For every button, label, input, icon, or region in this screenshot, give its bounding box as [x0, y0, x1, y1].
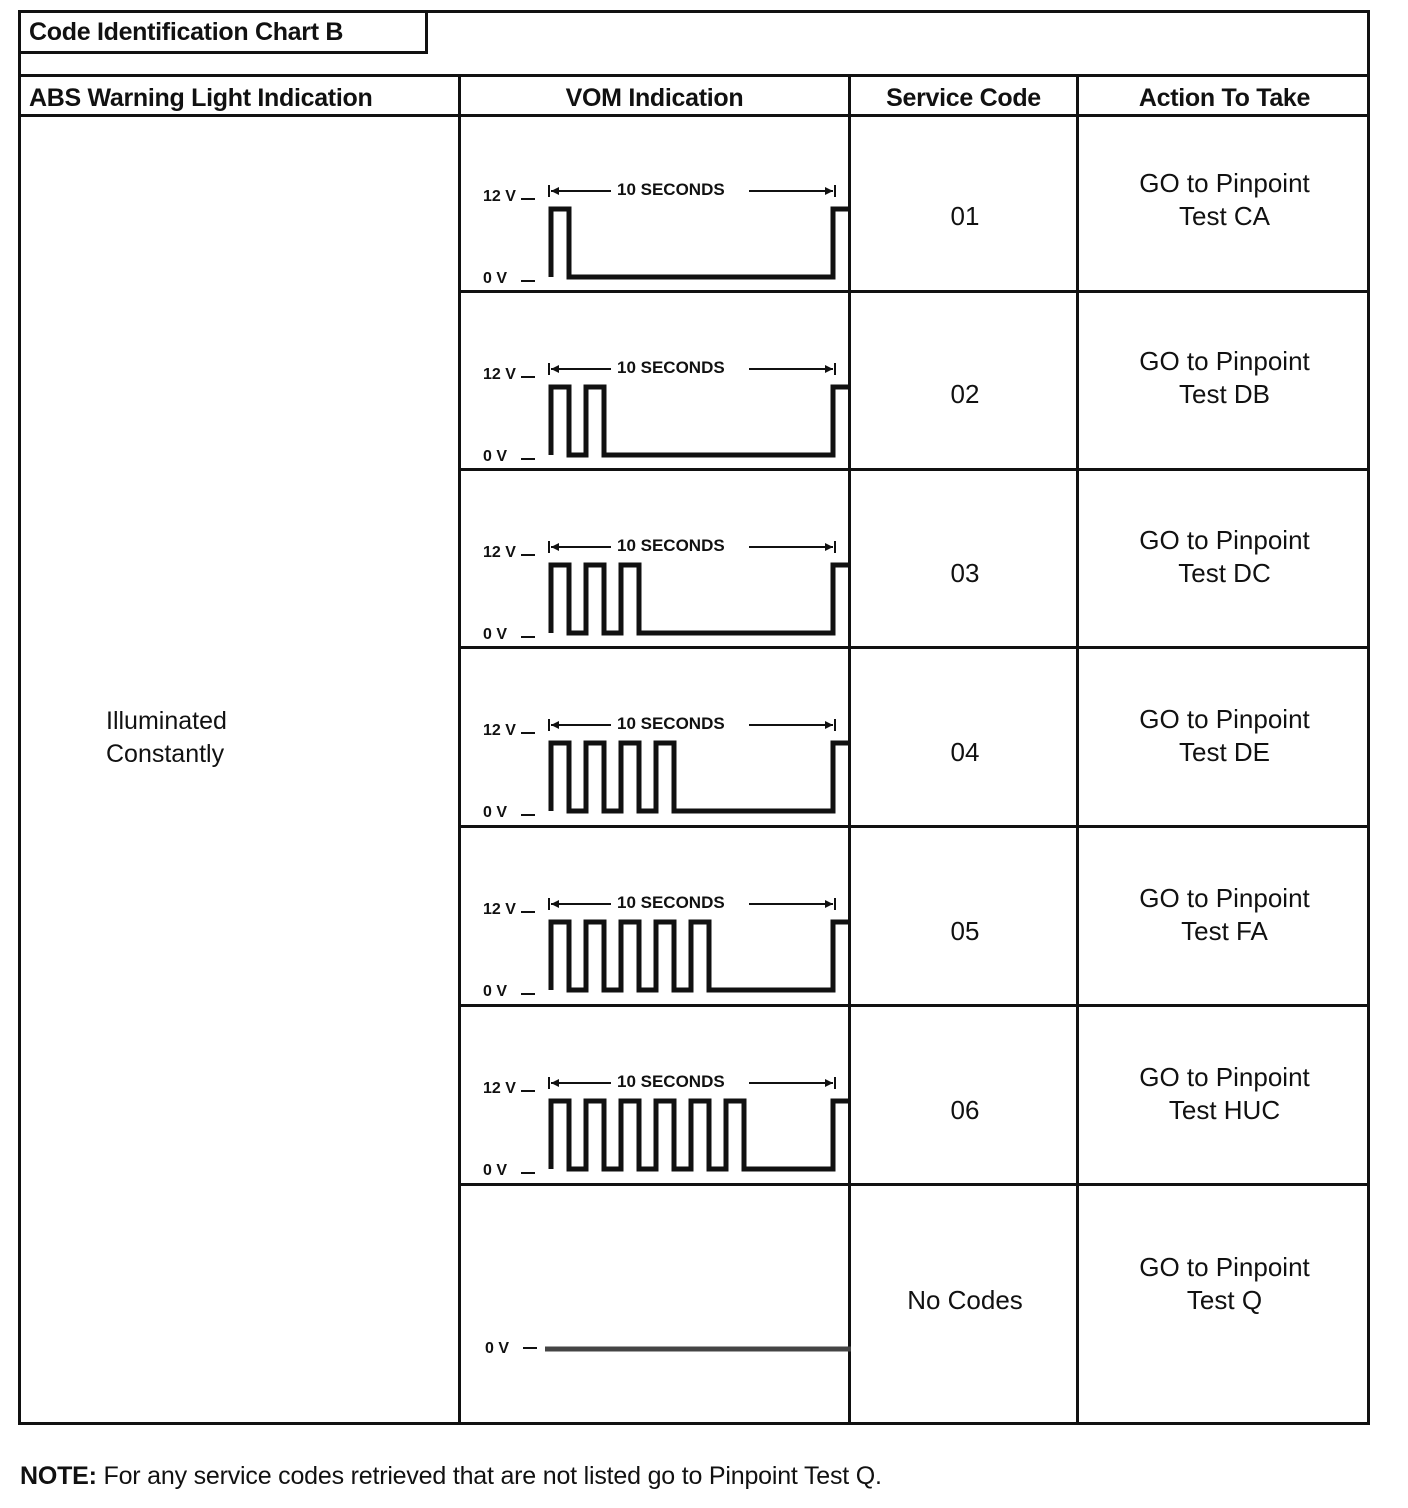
action-line2: Test FA — [1181, 916, 1268, 946]
duration-arrowhead-right — [825, 187, 833, 195]
action-line2: Test DC — [1178, 558, 1271, 588]
action-line2: Test DB — [1178, 379, 1271, 409]
abs-indication-line2: Constantly — [106, 740, 225, 768]
pulse-train — [551, 1101, 851, 1169]
low-voltage-label: 0 V — [483, 448, 508, 465]
code-identification-chart — [18, 10, 1370, 1425]
action-line2: Test CA — [1178, 201, 1271, 231]
duration-arrowhead-right — [825, 900, 833, 908]
low-voltage-label: 0 V — [485, 1340, 510, 1357]
vom-waveform-code-01 — [461, 117, 851, 293]
action-line1: GO to Pinpoint — [1139, 883, 1310, 913]
action-line2: Test Q — [1186, 1285, 1263, 1315]
note-text: For any service codes retrieved that are not listed go to Pinpoint Test Q. — [103, 1462, 882, 1490]
action-row-02 — [1079, 345, 1370, 411]
duration-arrowhead-left — [551, 365, 559, 373]
action-line1: GO to Pinpoint — [1139, 168, 1310, 198]
duration-arrowhead-right — [825, 1079, 833, 1087]
duration-label: 10 SECONDS — [617, 536, 725, 555]
header-vom-indication: VOM Indication — [565, 84, 744, 112]
low-voltage-label: 0 V — [483, 983, 508, 1000]
duration-label: 10 SECONDS — [617, 714, 725, 733]
duration-label: 10 SECONDS — [617, 893, 725, 912]
duration-arrowhead-left — [551, 721, 559, 729]
low-voltage-label: 0 V — [483, 804, 508, 821]
action-row-04 — [1079, 703, 1370, 769]
duration-arrowhead-right — [825, 721, 833, 729]
service-code-01: 01 — [950, 201, 980, 231]
abs-indication-line1: Illuminated — [106, 707, 227, 735]
vom-waveform-code-06 — [461, 1009, 851, 1185]
low-voltage-label: 0 V — [483, 1162, 508, 1179]
low-voltage-label: 0 V — [483, 270, 508, 287]
high-voltage-label: 12 V — [483, 722, 516, 739]
action-row-no-codes — [1079, 1251, 1370, 1317]
header-service-code: Service Code — [886, 84, 1041, 112]
vom-waveform-code-05 — [461, 830, 851, 1006]
action-line1: GO to Pinpoint — [1139, 525, 1310, 555]
duration-arrowhead-right — [825, 543, 833, 551]
action-line1: GO to Pinpoint — [1139, 1252, 1310, 1282]
pulse-train — [551, 743, 851, 811]
action-row-05 — [1079, 882, 1370, 948]
abs-indication-value — [106, 705, 227, 771]
action-row-03 — [1079, 524, 1370, 590]
action-line1: GO to Pinpoint — [1139, 704, 1310, 734]
high-voltage-label: 12 V — [483, 366, 516, 383]
vom-waveform-code-03 — [461, 473, 851, 649]
service-code-03: 03 — [950, 558, 980, 588]
duration-label: 10 SECONDS — [617, 180, 725, 199]
header-action-to-take: Action To Take — [1138, 84, 1311, 112]
action-line2: Test DE — [1178, 737, 1271, 767]
action-line1: GO to Pinpoint — [1139, 1062, 1310, 1092]
service-code-05: 05 — [950, 916, 980, 946]
high-voltage-label: 12 V — [483, 1080, 516, 1097]
low-voltage-label: 0 V — [483, 626, 508, 643]
pulse-train — [551, 922, 851, 990]
duration-label: 10 SECONDS — [617, 1072, 725, 1091]
action-line1: GO to Pinpoint — [1139, 346, 1310, 376]
service-code-04: 04 — [950, 737, 980, 767]
service-code-02: 02 — [950, 379, 980, 409]
action-line2: Test HUC — [1168, 1095, 1281, 1125]
duration-arrowhead-left — [551, 543, 559, 551]
header-abs-warning-light: ABS Warning Light Indication — [29, 84, 373, 112]
high-voltage-label: 12 V — [483, 901, 516, 918]
vom-waveform-code-02 — [461, 295, 851, 471]
action-row-01 — [1079, 167, 1370, 233]
chart-title: Code Identification Chart B — [21, 13, 428, 54]
high-voltage-label: 12 V — [483, 544, 516, 561]
duration-label: 10 SECONDS — [617, 358, 725, 377]
duration-arrowhead-left — [551, 187, 559, 195]
pulse-train — [551, 387, 851, 455]
vom-waveform-no-codes — [461, 1245, 851, 1421]
pulse-train — [551, 209, 851, 277]
action-row-06 — [1079, 1061, 1370, 1127]
duration-arrowhead-left — [551, 1079, 559, 1087]
service-code-none: No Codes — [907, 1285, 1023, 1315]
vom-waveform-code-04 — [461, 651, 851, 827]
service-code-06: 06 — [950, 1095, 980, 1125]
pulse-train — [551, 565, 851, 633]
header-top-rule — [21, 74, 1367, 77]
duration-arrowhead-left — [551, 900, 559, 908]
high-voltage-label: 12 V — [483, 188, 516, 205]
note-label: NOTE: — [20, 1462, 97, 1490]
footnote — [20, 1462, 882, 1491]
duration-arrowhead-right — [825, 365, 833, 373]
